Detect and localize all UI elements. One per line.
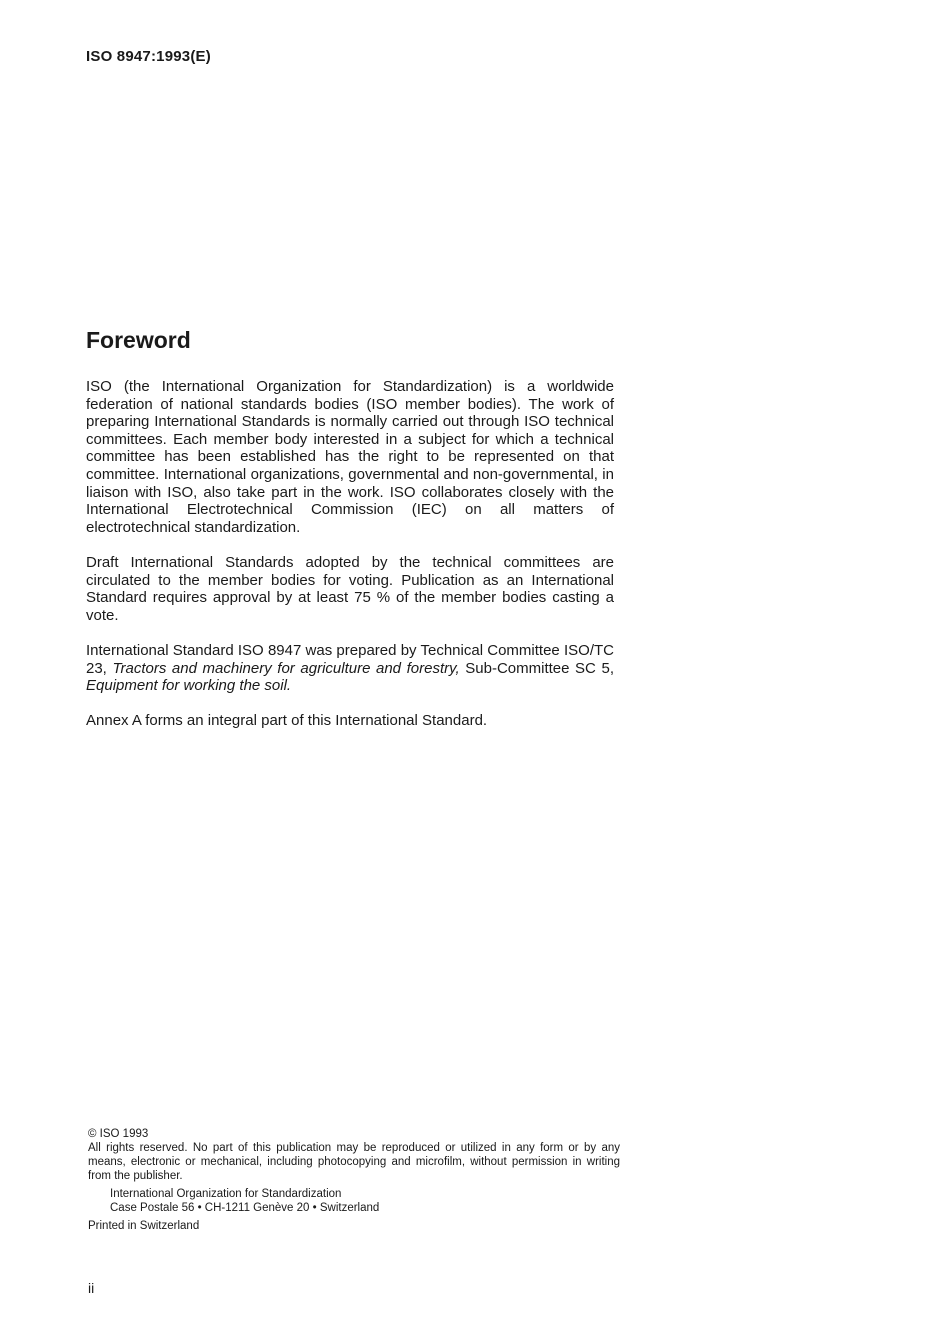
copyright-notice: © ISO 1993 [88,1128,149,1140]
committee-title: Tractors and machinery for agriculture and forestry, [112,659,460,677]
rights-statement: All rights reserved. No part of this publication may be reproduced or utilized in any form or by any means, electronic or mechanical, including photocopying and microfilm, without permission in writing from the publisher. [88,1142,620,1182]
document-id-header: ISO 8947:1993(E) [86,48,211,65]
foreword-paragraph-1: ISO (the International Organization for Standardization) is a worldwide federation of national standards bodies (ISO member bodies). The work of preparing International Standards is normally carried out through ISO technical committees. Each member body interested in a subject for which a technical committee has been established has the right to be represented on that committee. International organizations, governmental and non-governmental, in liaison with ISO, also take part in the work. ISO collaborates closely with the International Electrotechnical Commission (IEC) on all matters of electrotechnical standardization. [86,378,614,536]
subcommittee-title: Equipment for working the soil. [86,677,292,695]
printed-location: Printed in Switzerland [88,1220,200,1232]
foreword-paragraph-2: Draft International Standards adopted by the technical committees are circulated to the member bodies for voting. Publication as an International Standard requires approval by at least 75 % of the member bodies casting a vote. [86,553,614,624]
paragraph-3-text-1: International Standard ISO 8947 was prepared by Technical Committee ISO/TC 23, [86,641,614,677]
foreword-paragraph-3 [86,642,614,695]
page-number: ii [88,1280,95,1296]
paragraph-3-text-2: Sub-Committee SC 5, [459,659,614,677]
foreword-paragraph-4: Annex A forms an integral part of this International Standard. [86,712,488,730]
foreword-heading: Foreword [86,327,191,353]
copyright-block [88,1127,620,1233]
foreword-body [86,378,614,747]
organization-name: International Organization for Standardization [110,1188,342,1200]
publisher-address [88,1187,620,1215]
postal-address: Case Postale 56 • CH-1211 Genève 20 • Switzerland [110,1202,380,1214]
